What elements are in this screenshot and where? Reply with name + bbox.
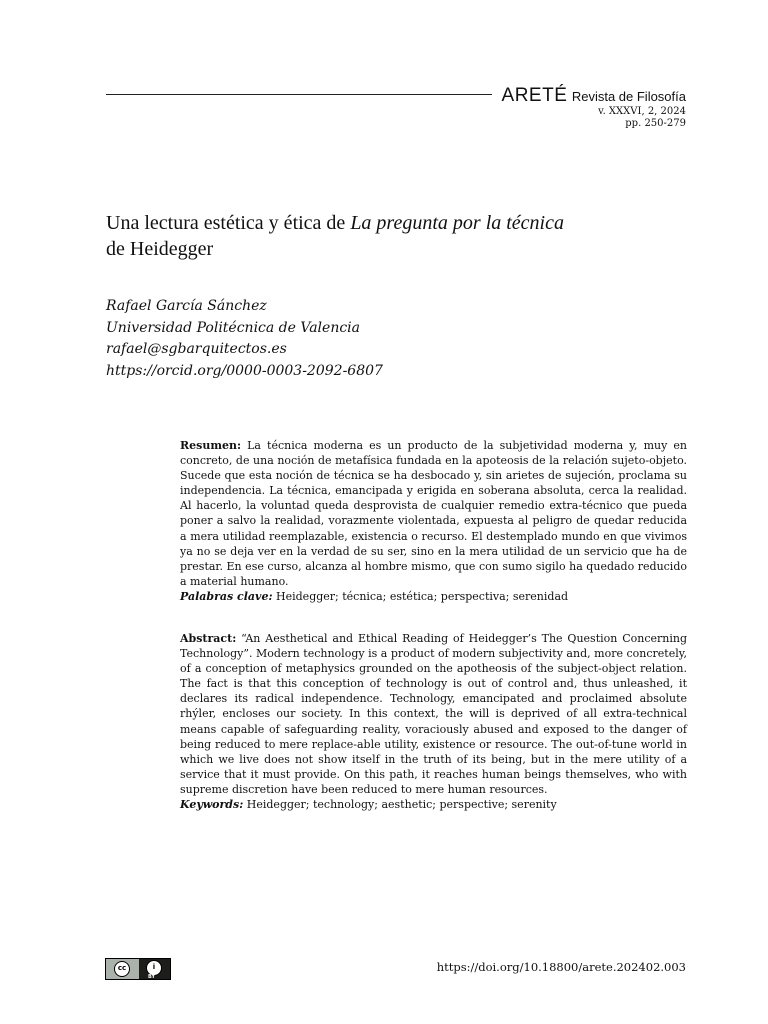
- header-rule: [106, 94, 492, 95]
- author-affiliation: Universidad Politécnica de Valencia: [106, 319, 360, 336]
- journal-volume: v. XXXVI, 2, 2024: [598, 105, 686, 117]
- palabras-clave-label: Palabras clave:: [180, 589, 273, 603]
- author-block: [106, 296, 383, 382]
- by-label: BY: [148, 974, 156, 980]
- title-italic: La pregunta por la técnica: [350, 212, 564, 234]
- palabras-clave: [180, 589, 687, 604]
- title-text-end: de Heidegger: [106, 238, 214, 260]
- author-name: Rafael García Sánchez: [106, 298, 267, 314]
- article-title: [106, 210, 706, 262]
- journal-subtitle: Revista de Filosofía: [571, 89, 686, 104]
- journal-pages: pp. 250-279: [625, 117, 686, 129]
- cc-by-license-icon[interactable]: [105, 958, 171, 980]
- author-email[interactable]: rafael@sgbarquitectos.es: [106, 341, 287, 357]
- journal-name: ARETÉ: [501, 85, 568, 106]
- author-orcid[interactable]: https://orcid.org/0000-0003-2092-6807: [106, 362, 383, 379]
- resumen-block: [180, 438, 687, 604]
- keywords-label: Keywords:: [180, 798, 244, 812]
- abstract-block: [180, 631, 687, 812]
- abstract-text: “An Aesthetical and Ethical Reading of Heidegger’s The Question Concerning Technology”. Modern technology is a product of modern subjectivity and, more concretely, of a conception of metaphysics grounded on the apotheosis of the subject-object relation. The fact is that this conception of technology is out of control and, thus unleashed, it declares its radical independence. Technology, emancipated and proclaimed absolute rhýler, encloses our society. In this context, the will is deprived of all extra-technical means capable of safeguarding reality, voraciously abused and exposed to the danger of being reduced to mere replace-able utility, existence or resource. The out-of-tune world in which we live does not show itself in the truth of its being, but in the mere utility of a service that it must provide. On this path, it reaches human beings themselves, who with supreme discretion have been reduced to mere human resources.: [180, 632, 687, 796]
- keywords-text: Heidegger; technology; aesthetic; perspective; serenity: [246, 798, 557, 812]
- keywords: [180, 797, 687, 812]
- doi-link[interactable]: https://doi.org/10.18800/arete.202402.003: [436, 960, 686, 974]
- resumen-label: Resumen:: [180, 439, 242, 452]
- resumen-paragraph: [180, 438, 687, 589]
- attribution-icon: i: [146, 960, 162, 976]
- journal-header: [502, 86, 686, 130]
- abstract-label: Abstract:: [180, 632, 237, 645]
- title-text: Una lectura estética y ética de: [106, 212, 351, 234]
- palabras-clave-text: Heidegger; técnica; estética; perspectiva; serenidad: [276, 589, 569, 603]
- resumen-text: La técnica moderna es un producto de la subjetividad moderna y, muy en concreto, de una noción de metafísica fundada en la apoteosis de la relación sujeto-objeto. Sucede que esta noción de técnica se ha desbocado y, sin arietes de sujeción, proclama su independencia. La técnica, emancipada y erigida en soberana absoluta, cerca la realidad. Al hacerlo, la voluntad queda desprovista de cualquier remedio extra-técnico que pueda poner a salvo la realidad, vorazmente violentada, expuesta al peligro de quedar reducida a mera utilidad reemplazable, existencia o recurso. El destemplado mundo en que vivimos ya no se deja ver en la verdad de su ser, sino en la mera utilidad de un servicio que ha de prestar. En ese curso, alcanza al hombre mismo, que con sumo sigilo ha quedado reducido a material humano.: [180, 439, 687, 588]
- cc-icon: cc: [114, 961, 130, 977]
- abstract-paragraph: [180, 631, 687, 797]
